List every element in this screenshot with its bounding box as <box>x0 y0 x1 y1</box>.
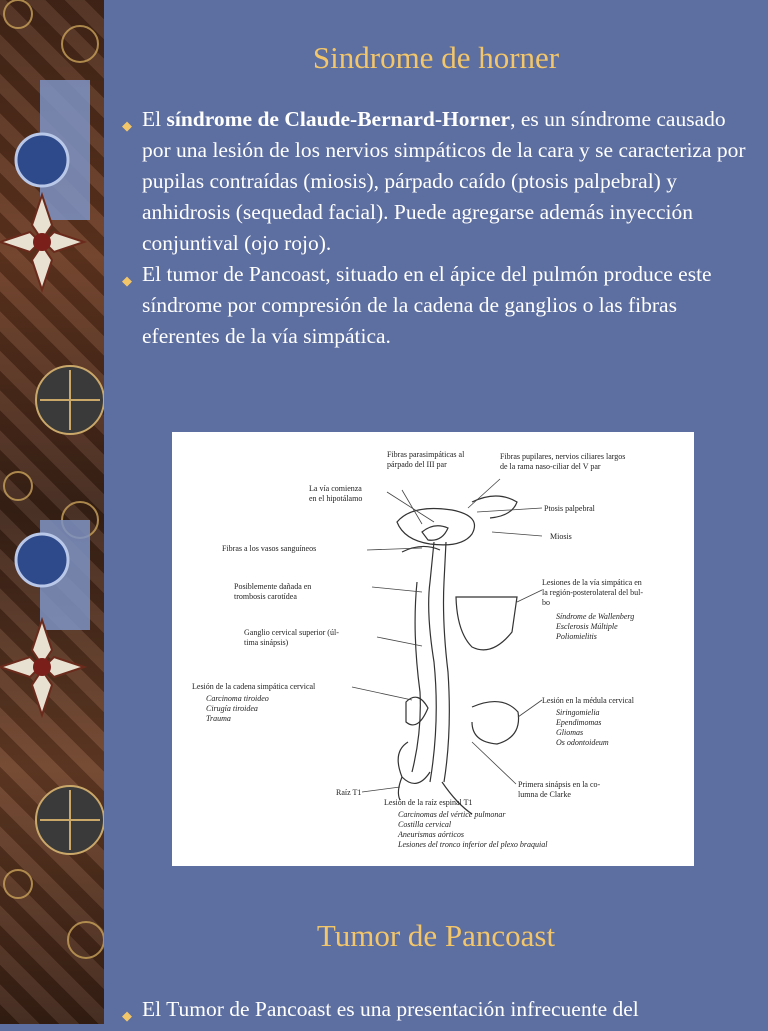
bullet-list-pancoast <box>122 994 752 1025</box>
slide-content <box>104 0 768 1024</box>
slide-title-horner: Sindrome de horner <box>312 40 560 75</box>
bullet-text-pre: El <box>142 107 167 131</box>
label-blood-vessel-fibers: Fibras a los vasos sanguíneos <box>222 544 317 553</box>
diamond-bullet-icon: ◆ <box>122 1008 132 1023</box>
bullet-text-bold: síndrome de Claude-Bernard-Horner <box>166 107 511 131</box>
label-bulb-lesions: Lesiones de la vía simpática en la región-posterolateral del bul- bo <box>542 578 644 607</box>
label-clarke-synapse: Primera sinápsis en la co- lumna de Clarke <box>518 780 601 799</box>
diamond-bullet-icon: ◆ <box>122 273 132 288</box>
label-ptosis: Ptosis palpebral <box>544 504 595 513</box>
bullet-text: El Tumor de Pancoast es una presentación infrecuente del <box>142 997 639 1021</box>
label-parasympathetic: Fibras parasimpáticas al párpado del III par <box>387 450 465 469</box>
label-spinal-cord-causes: Siringomielia Ependimomas Gliomas Os odontoideum <box>556 708 609 747</box>
slide-title-pancoast: Tumor de Pancoast <box>316 918 556 953</box>
decorative-side-strip <box>0 0 104 1024</box>
bullet-definition <box>122 104 752 259</box>
bullet-pancoast-intro <box>122 994 752 1025</box>
label-wallenberg-causes: Síndrome de Wallenberg Esclerosis Múltiple Poliomielitis <box>556 612 635 641</box>
bullet-list-horner <box>122 104 752 352</box>
medal-decoration-icon <box>0 0 104 1024</box>
diamond-bullet-icon: ◆ <box>122 118 132 133</box>
label-pupillary-fibers: Fibras pupilares, nervios ciliares largos de la rama naso-ciliar del V par <box>500 452 626 471</box>
label-t1-root-causes: Carcinomas del vértice pulmonar Costilla cervical Aneurismas aórticos Lesiones del tronco inferior del plexo braquial <box>398 810 548 849</box>
bullet-pancoast-cause <box>122 259 752 352</box>
bullet-text-rest: , es un síndrome causado por una lesión de los nervios simpáticos de la cara y se caracteriza por pupilas contraídas (miosis), párpado caído (ptosis palpebral) y anhidrosis (sequedad facial). Puede agregarse además inyección conjuntival (ojo rojo). <box>142 107 746 255</box>
label-superior-ganglion: Ganglio cervical superior (úl- tima sinápsis) <box>244 628 339 647</box>
label-hypothalamus-start: La vía comienza en el hipotálamo <box>309 484 363 503</box>
bullet-text: El tumor de Pancoast, situado en el ápice del pulmón produce este síndrome por compresión de la cadena de ganglios o las fibras eferentes de la vía simpática. <box>142 262 712 348</box>
label-t1-root: Raíz T1 <box>336 788 362 797</box>
label-carotid-thrombosis: Posiblemente dañada en trombosis carotídea <box>234 582 312 601</box>
label-t1-root-lesion: Lesión de la raíz espinal T1 <box>384 798 473 807</box>
label-cervical-chain-causes: Carcinoma tiroideo Cirugía tiroidea Trauma <box>206 694 269 723</box>
label-miosis: Miosis <box>550 532 572 541</box>
label-cervical-chain-lesion: Lesión de la cadena simpática cervical <box>192 682 316 691</box>
sympathetic-pathway-diagram <box>172 432 694 866</box>
label-spinal-cord-lesion: Lesión en la médula cervical <box>542 696 634 705</box>
